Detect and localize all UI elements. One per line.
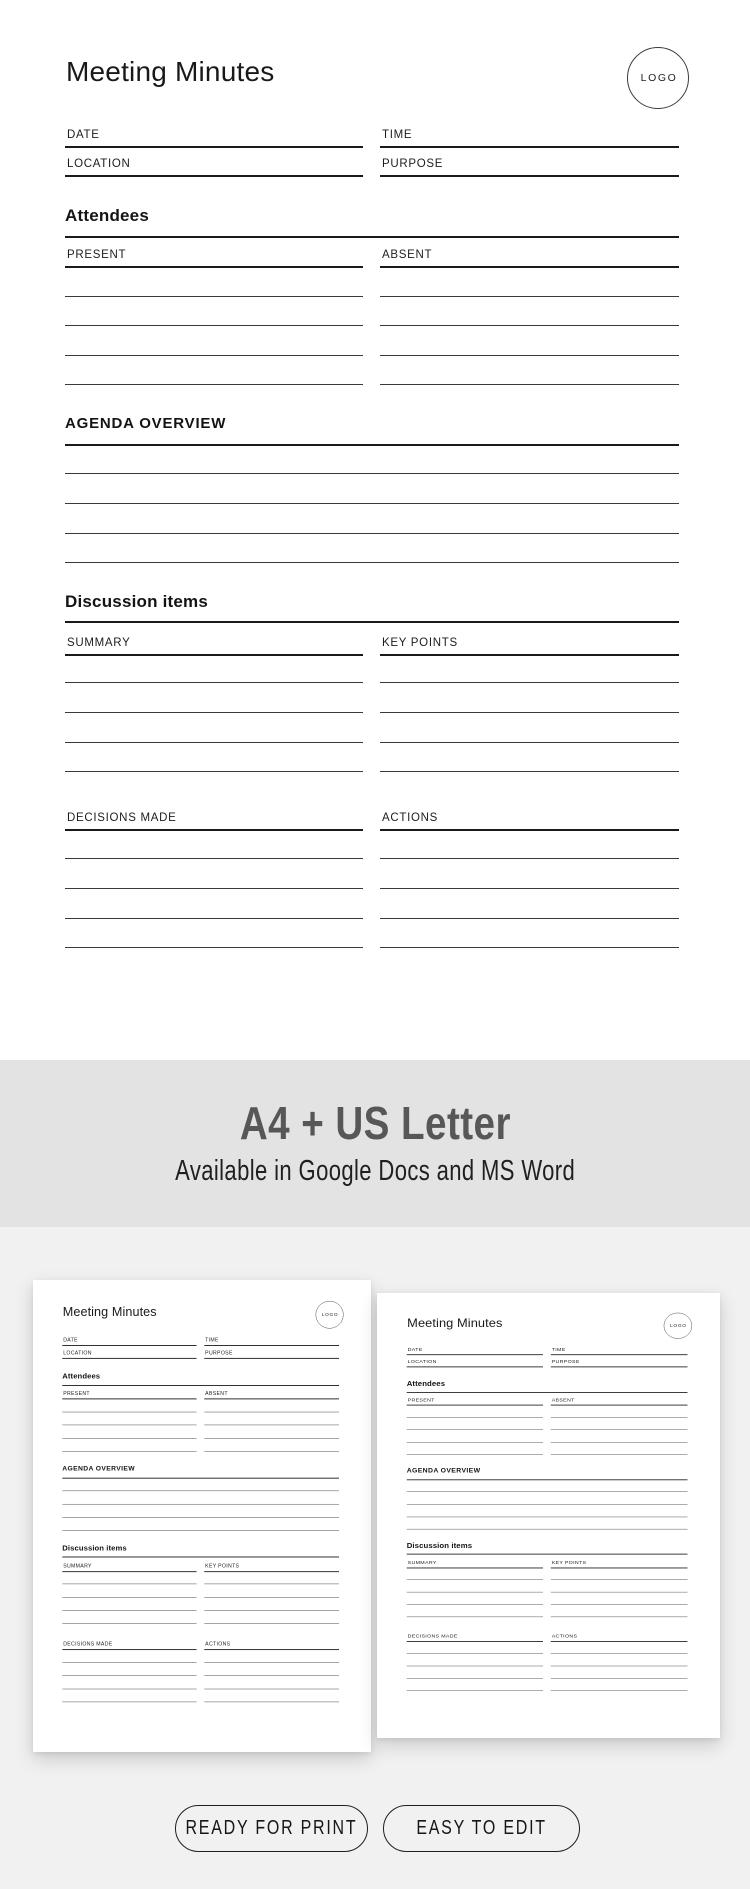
blank-line (380, 858, 679, 859)
location-field (62, 1347, 196, 1359)
blank-line (380, 947, 679, 948)
banner-title: A4 + US Letter (239, 1096, 511, 1149)
decisions-made-field (62, 1638, 196, 1650)
divider-line (407, 1554, 688, 1555)
blank-line (65, 888, 363, 889)
blank-line (65, 503, 679, 504)
absent-field (204, 1388, 339, 1400)
blank-line (65, 742, 363, 743)
actions-field (551, 1631, 688, 1642)
location-label: LOCATION (407, 1359, 437, 1365)
present-label: PRESENT (67, 249, 127, 261)
blank-line (380, 682, 679, 683)
blank-line (65, 682, 363, 683)
form-title: Meeting Minutes (62, 1304, 157, 1319)
key-points-label: KEY POINTS (551, 1560, 587, 1566)
ready-for-print-label: READY FOR PRINT (185, 1817, 358, 1839)
blank-line (380, 325, 679, 326)
logo-text: LOGO (669, 1323, 687, 1329)
date-field (407, 1344, 543, 1355)
logo-text: LOGO (640, 72, 678, 84)
key-points-field (204, 1561, 339, 1573)
key-points-field (380, 630, 679, 656)
date-label: DATE (63, 1337, 78, 1343)
form-title: Meeting Minutes (66, 56, 275, 87)
time-field (204, 1334, 339, 1346)
divider-line (407, 1479, 688, 1480)
time-label: TIME (205, 1337, 219, 1343)
blank-line (65, 384, 363, 385)
key-points-label: KEY POINTS (205, 1563, 240, 1569)
purpose-field (551, 1356, 688, 1367)
present-label: PRESENT (407, 1397, 435, 1403)
time-label: TIME (382, 129, 413, 141)
divider-line (62, 1478, 339, 1479)
meeting-minutes-form (377, 1293, 720, 1738)
blank-line (65, 918, 363, 919)
divider-line (65, 621, 679, 623)
date-field (62, 1334, 196, 1346)
blank-line (65, 473, 679, 474)
purpose-label: PURPOSE (551, 1359, 580, 1365)
blank-line (380, 742, 679, 743)
divider-line (62, 1557, 339, 1558)
blank-line (65, 533, 679, 534)
attendees-heading: Attendees (65, 206, 149, 225)
purpose-label: PURPOSE (205, 1350, 233, 1356)
decisions-made-label: DECISIONS MADE (67, 812, 177, 824)
meeting-minutes-form (33, 1280, 371, 1752)
blank-line (65, 355, 363, 356)
present-label: PRESENT (63, 1390, 90, 1397)
location-label: LOCATION (63, 1350, 92, 1356)
date-field (65, 122, 363, 148)
divider-line (65, 444, 679, 446)
blank-line (380, 712, 679, 713)
logo-circle (316, 1301, 344, 1329)
form-title: Meeting Minutes (407, 1316, 503, 1330)
actions-label: ACTIONS (205, 1641, 231, 1647)
blank-line (380, 296, 679, 297)
agenda-heading: AGENDA OVERVIEW (65, 415, 227, 432)
blank-line (65, 712, 363, 713)
actions-label: ACTIONS (382, 812, 439, 824)
blank-line (380, 888, 679, 889)
absent-field (380, 242, 679, 268)
blank-line (380, 918, 679, 919)
purpose-field (380, 151, 679, 177)
blank-line (380, 384, 679, 385)
blank-line (65, 947, 363, 948)
present-field (65, 242, 363, 268)
a4-preview-content (33, 1280, 371, 1752)
us-letter-preview-card (377, 1293, 720, 1738)
time-field (551, 1344, 688, 1355)
discussion-heading: Discussion items (62, 1543, 127, 1553)
blank-line (380, 771, 679, 772)
purpose-field (204, 1347, 339, 1359)
decisions-made-label: DECISIONS MADE (63, 1641, 113, 1647)
time-label: TIME (551, 1347, 566, 1353)
location-field (65, 151, 363, 177)
attendees-heading: Attendees (406, 1379, 446, 1388)
purpose-label: PURPOSE (382, 158, 444, 170)
easy-to-edit-label: EASY TO EDIT (416, 1817, 547, 1839)
blank-line (65, 562, 679, 563)
blank-line (65, 296, 363, 297)
easy-to-edit-badge[interactable] (383, 1805, 580, 1852)
present-field (62, 1388, 196, 1400)
a4-preview-card (33, 1280, 371, 1752)
discussion-heading: Discussion items (65, 592, 209, 611)
blank-line (65, 858, 363, 859)
date-label: DATE (67, 129, 100, 141)
summary-field (62, 1561, 196, 1573)
decisions-made-field (407, 1631, 543, 1642)
location-label: LOCATION (67, 158, 131, 170)
absent-label: ABSENT (205, 1390, 228, 1397)
divider-line (65, 236, 679, 238)
banner-subtitle: Available in Google Docs and MS Word (175, 1155, 575, 1188)
divider-line (407, 1392, 688, 1393)
present-field (407, 1395, 543, 1406)
summary-label: SUMMARY (407, 1560, 437, 1566)
attendees-heading: Attendees (62, 1371, 101, 1381)
summary-label: SUMMARY (63, 1563, 92, 1569)
logo-text: LOGO (321, 1312, 339, 1318)
date-label: DATE (407, 1347, 423, 1353)
blank-line (65, 325, 363, 326)
blank-line (380, 355, 679, 356)
location-field (407, 1356, 543, 1367)
blank-line (65, 771, 363, 772)
discussion-heading: Discussion items (406, 1541, 473, 1550)
logo-circle (664, 1313, 692, 1339)
ready-for-print-badge[interactable] (175, 1805, 368, 1852)
time-field (380, 122, 679, 148)
agenda-heading: AGENDA OVERVIEW (406, 1467, 481, 1475)
absent-label: ABSENT (382, 249, 433, 261)
absent-field (551, 1395, 688, 1406)
logo-circle (627, 47, 689, 109)
actions-label: ACTIONS (551, 1633, 578, 1639)
actions-field (380, 805, 679, 831)
actions-field (204, 1638, 339, 1650)
summary-label: SUMMARY (67, 637, 131, 649)
key-points-label: KEY POINTS (382, 637, 458, 649)
summary-field (65, 630, 363, 656)
agenda-heading: AGENDA OVERVIEW (62, 1464, 135, 1473)
decisions-made-label: DECISIONS MADE (407, 1633, 458, 1639)
divider-line (62, 1385, 339, 1386)
absent-label: ABSENT (551, 1397, 575, 1403)
decisions-made-field (65, 805, 363, 831)
summary-field (407, 1557, 543, 1568)
format-banner (0, 1060, 750, 1227)
key-points-field (551, 1557, 688, 1568)
us-letter-preview-content (377, 1293, 720, 1738)
